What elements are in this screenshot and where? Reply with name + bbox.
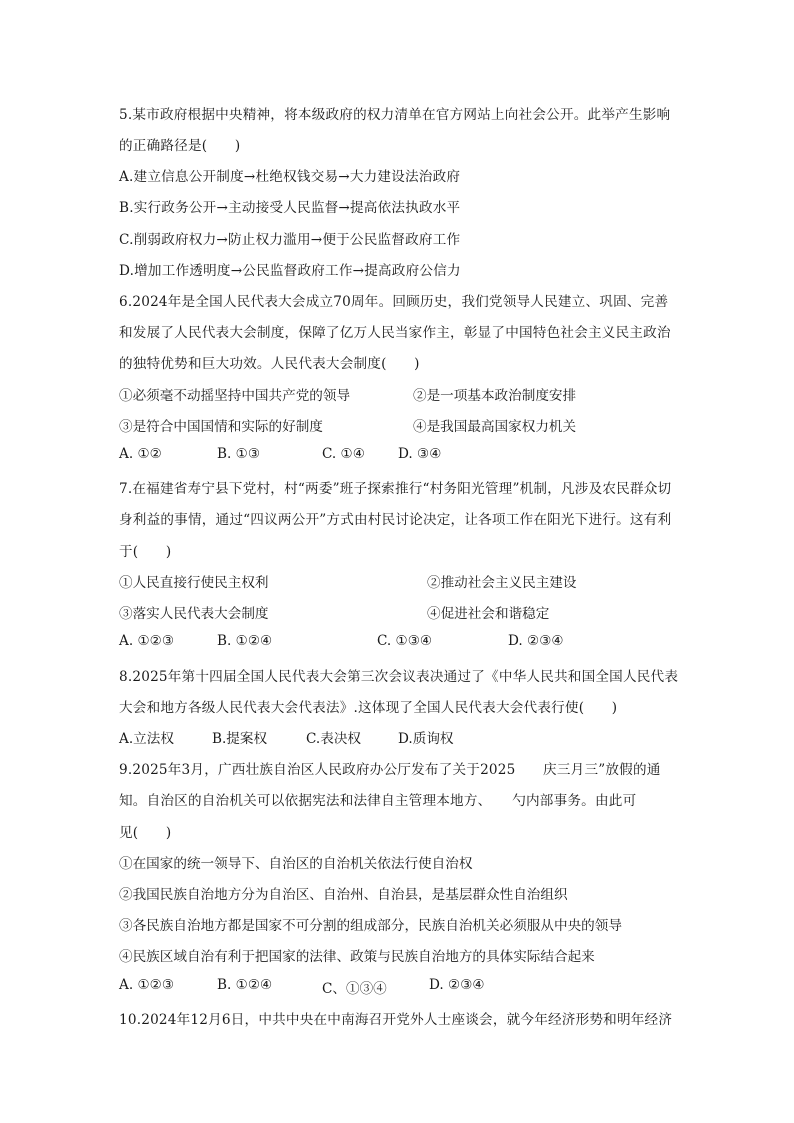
q6-choice-d: D. ③④ (398, 446, 442, 462)
q5-option-c: C.削弱政府权力→防止权力滥用→便于公民监督政府工作 (119, 232, 461, 248)
q8-choice-a: A.立法权 (119, 731, 174, 747)
q9-item-1: ①在国家的统一领导下、自治区的自治机关依法行使自治权 (119, 856, 473, 872)
q9-item-2: ②我国民族自治地方分为自治区、自治州、自治县，是基层群众性自治组织 (119, 887, 568, 903)
q8-stem-line-2: 大会和地方各级人民代表大会代表法》.这体现了全国人民代表大会代表行使( ) (119, 700, 618, 716)
q9-item-4: ④民族区域自治有利于把国家的法律、政策与民族自治地方的具体实际结合起来 (119, 949, 595, 965)
q8-stem-line-1: 8.2025年第十四届全国人民代表大会第三次会议表决通过了《中华人民共和国全国人民代表 (119, 669, 679, 685)
q8-choice-d: D.质询权 (398, 731, 454, 747)
q9-choice-d: D. ②③④ (429, 977, 485, 993)
q9-stem-line-2: 知。自治区的自治机关可以依据宪法和法律自主管理本地方、 勺内部事务。由此可 (119, 793, 637, 809)
q5-option-b: B.实行政务公开→主动接受人民监督→提高依法执政水平 (119, 200, 461, 216)
q7-stem-line-3: 于( ) (119, 544, 172, 560)
q6-stem-line-3: 的独特优势和巨大功效。人民代表大会制度( ) (119, 356, 420, 372)
q5-stem-line-1: 5.某市政府根据中央精神，将本级政府的权力清单在官方网站上向社会公开。此举产生影响 (119, 107, 671, 123)
q9-stem-line-1: 9.2025年3月，广西壮族自治区人民政府办公厅发布了关于2025 庆三月三”放假的通 (119, 762, 661, 778)
q7-choice-a: A. ①②③ (119, 633, 175, 649)
q6-choice-b: B. ①③ (217, 446, 261, 462)
q6-item-1: ①必须毫不动摇坚持中国共产党的领导 (119, 388, 351, 404)
q6-item-2: ②是一项基本政治制度安排 (413, 388, 577, 404)
q7-choice-b: B. ①②④ (217, 633, 273, 649)
q5-option-a: A.建立信息公开制度→杜绝权钱交易→大力建设法治政府 (119, 169, 461, 185)
q6-stem-line-2: 和发展了人民代表大会制度，保障了亿万人民当家作主，彰显了中国特色社会主义民主政治 (119, 325, 671, 341)
q6-item-4: ④是我国最高国家权力机关 (413, 419, 577, 435)
q9-stem-line-3: 见( ) (119, 825, 172, 841)
q5-option-d: D.增加工作透明度→公民监督政府工作→提高政府公信力 (119, 263, 461, 279)
q8-choice-c: C.表决权 (306, 731, 362, 747)
q7-stem-line-1: 7.在福建省寿宁县下党村，村“两委”班子探索推行“村务阳光管理”机制，凡涉及农民群众切 (119, 481, 672, 497)
q6-item-3: ③是符合中国国情和实际的好制度 (119, 419, 323, 435)
q7-item-1: ①人民直接行使民主权利 (119, 575, 269, 591)
q9-choice-b: B. ①②④ (217, 977, 273, 993)
q9-item-3: ③各民族自治地方都是国家不可分割的组成部分，民族自治机关必须服从中央的领导 (119, 918, 622, 934)
q9-choice-c: C、①③④ (322, 981, 387, 997)
q7-choice-c: C. ①③④ (377, 633, 433, 649)
q7-choice-d: D. ②③④ (508, 633, 564, 649)
q10-stem-line-1: 10.2024年12月6日，中共中央在中南海召开党外人士座谈会，就今年经济形势和明年经济 (119, 1012, 673, 1028)
q5-stem-line-2: 的正确路径是( ) (119, 138, 241, 154)
q7-item-3: ③落实人民代表大会制度 (119, 606, 269, 622)
q7-stem-line-2: 身利益的事情，通过“四议两公开”方式由村民讨论决定，让各项工作在阳光下进行。这有利 (119, 512, 672, 528)
q6-choice-c: C. ①④ (322, 446, 365, 462)
q9-choice-a: A. ①②③ (119, 977, 175, 993)
q6-stem-line-1: 6.2024年是全国人民代表大会成立70周年。回顾历史，我们党领导人民建立、巩固、完善 (119, 294, 669, 310)
q7-item-4: ④促进社会和谐稳定 (427, 606, 550, 622)
q6-choice-a: A. ①② (119, 446, 162, 462)
q7-item-2: ②推动社会主义民主建设 (427, 575, 577, 591)
q8-choice-b: B.提案权 (212, 731, 268, 747)
